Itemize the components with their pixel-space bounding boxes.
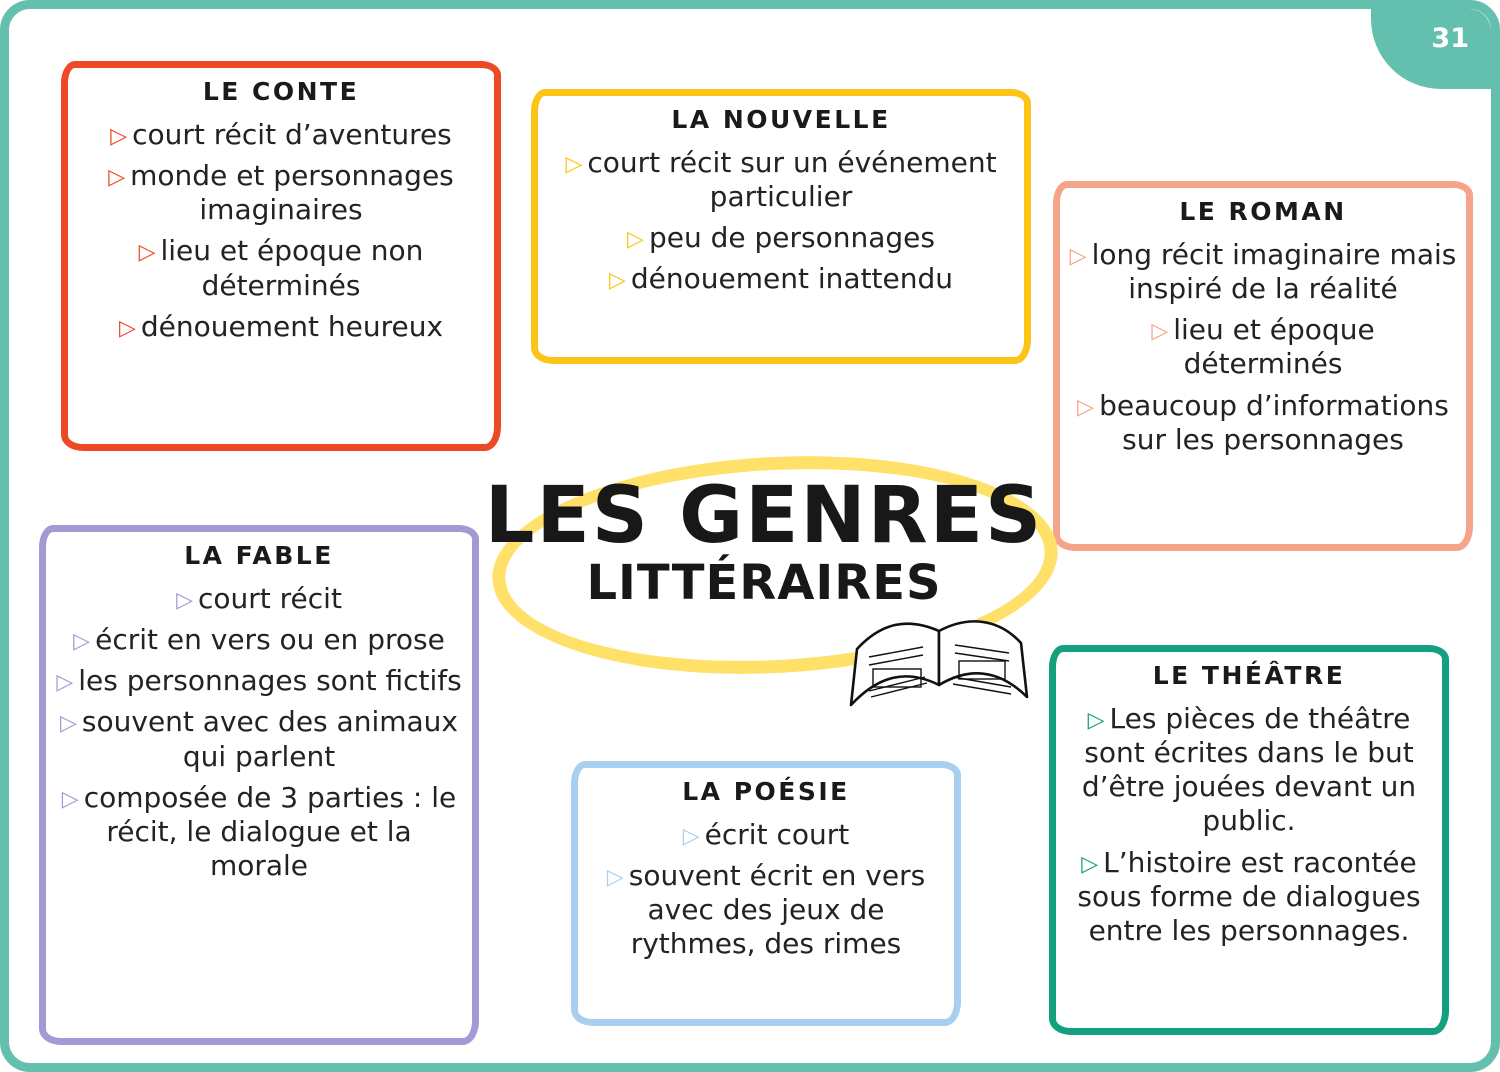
page-number: 31 <box>1371 9 1491 89</box>
card-le-roman <box>1053 181 1473 551</box>
card-title-fable: LA FABLE <box>174 541 344 570</box>
bullet-text: lieu et époque non déterminés <box>160 234 424 302</box>
list-item <box>77 118 485 152</box>
triangle-bullet-icon: ▷ <box>1077 394 1095 420</box>
card-le-theatre <box>1049 645 1449 1035</box>
list-item <box>1065 702 1433 839</box>
list-item <box>55 781 463 883</box>
triangle-bullet-icon: ▷ <box>118 315 136 341</box>
bullet-text: peu de personnages <box>648 221 935 255</box>
bullet-list-fable <box>55 582 463 883</box>
bullet-text: dénouement inattendu <box>630 262 954 296</box>
list-item <box>55 705 463 773</box>
title-line-2: LITTÉRAIRES <box>586 555 942 612</box>
card-le-conte <box>61 61 501 451</box>
card-la-fable <box>39 525 479 1045</box>
list-item <box>587 859 945 961</box>
triangle-bullet-icon: ▷ <box>1081 851 1099 877</box>
triangle-bullet-icon: ▷ <box>138 240 156 266</box>
triangle-bullet-icon: ▷ <box>608 268 626 294</box>
bullet-list-poesie <box>587 818 945 962</box>
open-book-icon <box>839 597 1049 737</box>
triangle-bullet-icon: ▷ <box>110 124 128 149</box>
list-item <box>55 664 463 698</box>
bullet-text: Les pièces de théâtre sont écrites dans le but d’être jouées devant un public. <box>1081 702 1417 838</box>
triangle-bullet-icon: ▷ <box>1151 319 1169 345</box>
bullet-text: court récit d’aventures <box>132 118 452 151</box>
list-item <box>77 159 485 227</box>
list-item <box>547 146 1015 214</box>
card-title-nouvelle: LA NOUVELLE <box>661 105 900 134</box>
bullet-text: monde et personnages imaginaires <box>130 159 454 227</box>
triangle-bullet-icon: ▷ <box>682 824 700 849</box>
card-la-nouvelle <box>531 89 1031 364</box>
list-item <box>77 234 485 302</box>
card-title-conte: LE CONTE <box>193 77 369 106</box>
bullet-text: souvent avec des animaux qui parlent <box>81 705 458 773</box>
list-item <box>1069 238 1457 306</box>
list-item <box>55 582 463 616</box>
bullet-text: long récit imaginaire mais inspiré de la réalité <box>1091 238 1457 306</box>
triangle-bullet-icon: ▷ <box>176 588 193 613</box>
list-item <box>547 221 1015 255</box>
triangle-bullet-icon: ▷ <box>565 152 583 177</box>
bullet-text: lieu et époque déterminés <box>1173 313 1375 381</box>
bullet-text: écrit court <box>704 818 850 851</box>
bullet-text: dénouement heureux <box>140 309 444 343</box>
list-item <box>547 262 1015 296</box>
triangle-bullet-icon: ▷ <box>61 786 79 812</box>
bullet-text: L’histoire est racontée sous forme de dialogues entre les personnages. <box>1077 845 1421 947</box>
list-item <box>77 310 485 344</box>
triangle-bullet-icon: ▷ <box>1087 708 1105 733</box>
triangle-bullet-icon: ▷ <box>108 165 126 191</box>
bullet-text: écrit en vers ou en prose <box>95 623 445 657</box>
bullet-text: souvent écrit en vers avec des jeux de rythmes, des rimes <box>628 859 926 961</box>
list-item <box>1065 846 1433 948</box>
triangle-bullet-icon: ▷ <box>606 865 624 891</box>
bullet-list-theatre <box>1065 702 1433 948</box>
bullet-text: beaucoup d’informations sur les personnages <box>1099 388 1449 456</box>
card-title-roman: LE ROMAN <box>1169 197 1356 226</box>
list-item <box>55 623 463 657</box>
triangle-bullet-icon: ▷ <box>73 629 91 655</box>
list-item <box>587 818 945 852</box>
list-item <box>1069 313 1457 381</box>
bullet-list-nouvelle <box>547 146 1015 297</box>
triangle-bullet-icon: ▷ <box>1069 244 1087 269</box>
card-title-poesie: LA POÉSIE <box>672 777 860 806</box>
bullet-list-conte <box>77 118 485 344</box>
card-title-theatre: LE THÉÂTRE <box>1143 661 1356 690</box>
triangle-bullet-icon: ▷ <box>627 227 644 253</box>
list-item <box>1069 389 1457 457</box>
bullet-text: composée de 3 parties : le récit, le dialogue et la morale <box>83 780 457 883</box>
bullet-text: les personnages sont fictifs <box>78 664 462 698</box>
bullet-text: court récit <box>197 582 342 615</box>
triangle-bullet-icon: ▷ <box>60 711 77 737</box>
card-la-poesie <box>571 761 961 1026</box>
bullet-list-roman <box>1069 238 1457 457</box>
triangle-bullet-icon: ▷ <box>56 670 74 696</box>
bullet-text: court récit sur un événement particulier <box>587 146 997 214</box>
title-line-1: LES GENRES <box>484 471 1044 561</box>
